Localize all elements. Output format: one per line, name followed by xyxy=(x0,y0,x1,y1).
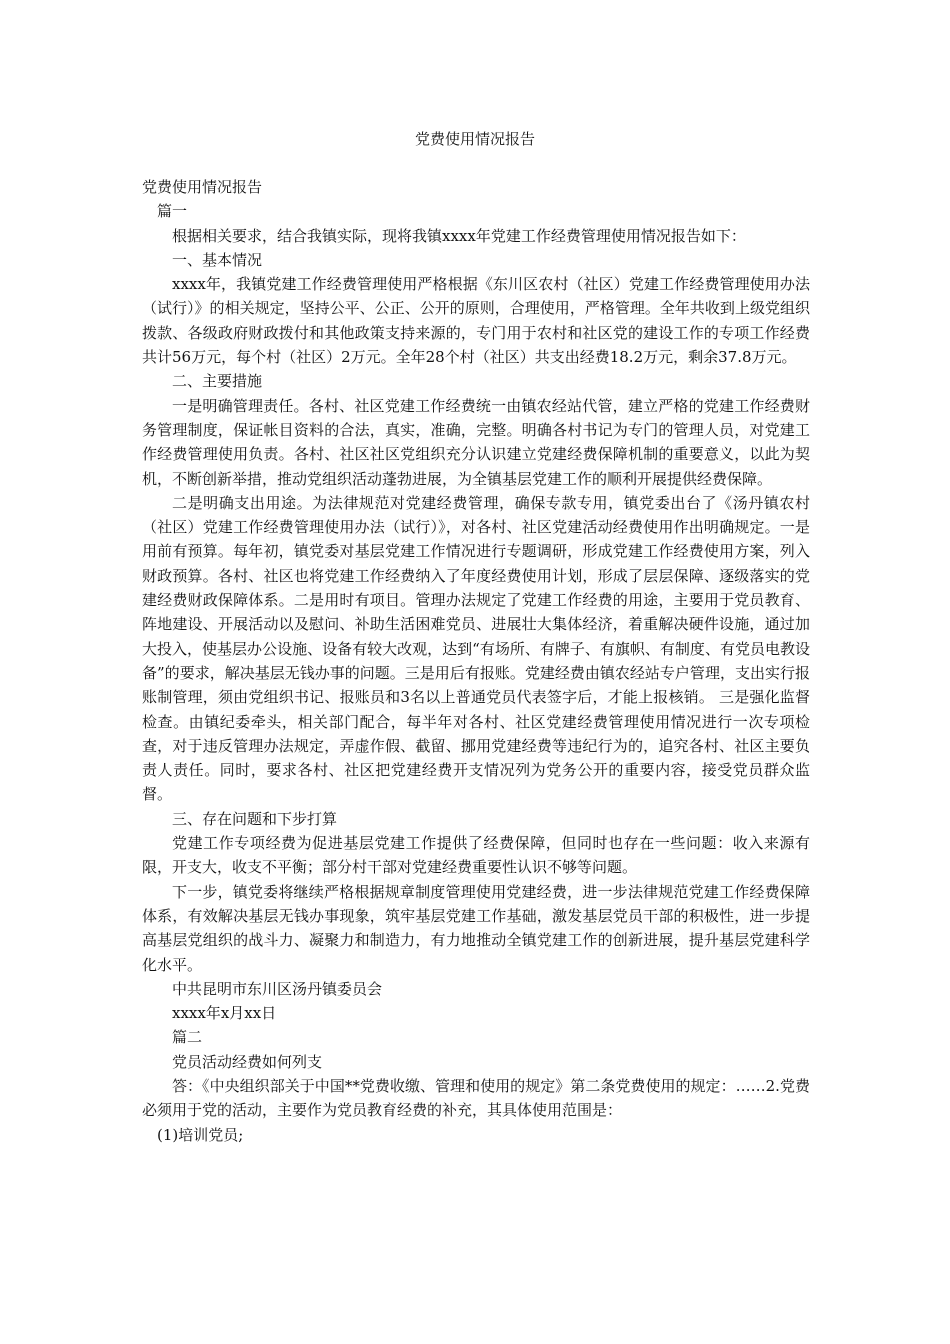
paragraph: xxxx年，我镇党建工作经费管理使用严格根据《东川区农村（社区）党建工作经费管理使用办法（试行）》的相关规定，坚持公平、公正、公开的原则，合理使用，严格管理。全年共收到上级党组织拨款、各级政府财政拨付和其他政策支持来源的，专门用于农村和社区党的建设工作的专项工作经费共计56万元，每个村（社区）2万元。全年28个村（社区）共支出经费18.2万元，剩余37.8万元。 xyxy=(142,275,810,367)
document-body xyxy=(142,175,810,1147)
paragraph: 三、存在问题和下步打算 xyxy=(172,809,338,828)
paragraph: 党建工作专项经费为促进基层党建工作提供了经费保障，但同时也存在一些问题：收入来源有限，开支大，收支不平衡；部分村干部对党建经费重要性认识不够等问题。 xyxy=(142,834,810,877)
paragraph: 二、主要措施 xyxy=(172,372,263,391)
paragraph: 党员活动经费如何列支 xyxy=(172,1052,323,1071)
paragraph: 一是明确管理责任。各村、社区党建工作经费统一由镇农经站代管，建立严格的党建工作经费财务管理制度，保证帐目资料的合法，真实，准确，完整。明确各村书记为专门的管理人员，对党建工作经费管理使用负责。各村、社区社区党组织充分认识建立党建经费保障机制的重要意义，以此为契机，不断创新举措，推动党组织活动蓬勃进展，为全镇基层党建工作的顺利开展提供经费保障。 xyxy=(142,396,810,488)
paragraph: 党费使用情况报告 xyxy=(142,178,263,196)
paragraph: 中共昆明市东川区汤丹镇委员会 xyxy=(172,979,383,998)
paragraph: xxxx年x月xx日 xyxy=(172,1004,277,1023)
paragraph: 一、基本情况 xyxy=(172,250,263,269)
document-title: 党费使用情况报告 xyxy=(414,130,535,148)
paragraph: 下一步，镇党委将继续严格根据规章制度管理使用党建经费，进一步法律规范党建工作经费保障体系，有效解决基层无钱办事现象，筑牢基层党建工作基础，激发基层党员干部的积极性，进一步提高基层党组织的战斗力、凝聚力和制造力，有力地推动全镇党建工作的创新进展，提升基层党建科学化水平。 xyxy=(142,882,810,974)
paragraph: 二是明确支出用途。为法律规范对党建经费管理，确保专款专用，镇党委出台了《汤丹镇农村（社区）党建工作经费管理使用办法（试行）》，对各村、社区党建活动经费使用作出明确规定。一是用前有预算。每年初，镇党委对基层党建工作情况进行专题调研，形成党建工作经费使用方案，列入财政预算。各村、社区也将党建工作经费纳入了年度经费使用计划，形成了层层保障、逐级落实的党建经费财政保障体系。二是用时有项目。管理办法规定了党建工作经费的用途，主要用于党员教育、阵地建设、开展活动以及慰问、补助生活困难党员、进展壮大集体经济，着重解决硬件设施，通过加大投入，使基层办公设施、设备有较大改观，达到“有场所、有牌子、有旗帜、有制度、有党员电教设备”的要求，解决基层无钱办事的问题。三是用后有报账。党建经费由镇农经站专户管理，支出实行报账制管理，须由党组织书记、报账员和3名以上普通党员代表签字后，才能上报核销。 三是强化监督检查。由镇纪委牵头，相关部门配合，每半年对各村、社区党建经费管理使用情况进行一次专项检查，对于违反管理办法规定，弄虚作假、截留、挪用党建经费等违纪行为的，追究各村、社区主要负责人责任。同时，要求各村、社区把党建经费开支情况列为党务公开的重要内容，接受党员群众监督。 xyxy=(142,493,810,804)
paragraph: 篇一 xyxy=(157,202,188,221)
paragraph: 篇二 xyxy=(172,1028,203,1047)
paragraph: 答：《中央组织部关于中国**党费收缴、管理和使用的规定》第二条党费使用的规定：……2.党费必须用于党的活动，主要作为党员教育经费的补充，其具体使用范围是： xyxy=(142,1076,810,1120)
paragraph: 根据相关要求，结合我镇实际，现将我镇xxxx年党建工作经费管理使用情况报告如下： xyxy=(172,226,746,245)
paragraph: (1)培训党员; xyxy=(157,1125,244,1144)
